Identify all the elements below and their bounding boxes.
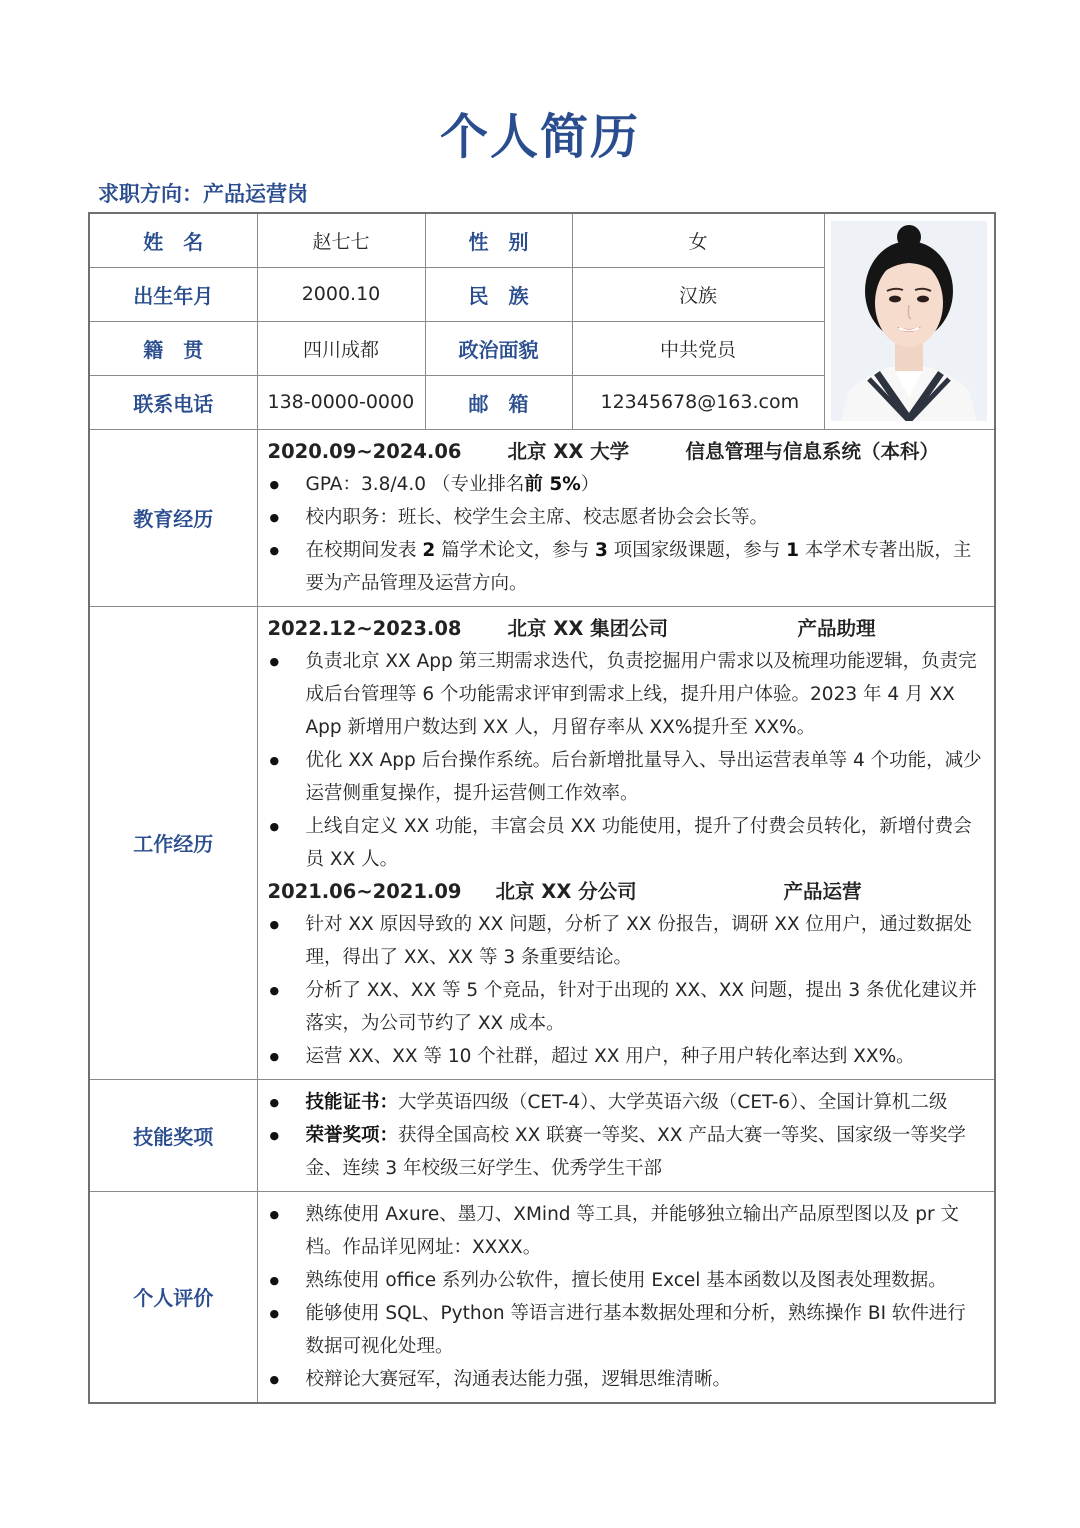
gender-label: 性 别 <box>425 213 572 267</box>
ethnicity-value: 汉族 <box>572 267 824 321</box>
skills-label: 技能奖项 <box>89 1079 257 1191</box>
ethnicity-label: 民 族 <box>425 267 572 321</box>
list-item: ● 校辩论大赛冠军，沟通表达能力强，逻辑思维清晰。 <box>268 1363 985 1396</box>
email-value: 12345678@163.com <box>572 375 824 429</box>
email-label: 邮 箱 <box>425 375 572 429</box>
job1-list <box>268 645 985 876</box>
education-header <box>268 436 985 468</box>
education-date: 2020.09~2024.06 <box>267 439 462 463</box>
list-item: ● 上线自定义 XX 功能，丰富会员 XX 功能使用，提升了付费会员转化，新增付费会员 XX 人。 <box>268 810 985 876</box>
job2-company: 北京 XX 分公司 <box>495 879 637 903</box>
profile-photo <box>831 221 987 421</box>
job2-date: 2021.06~2021.09 <box>267 879 462 903</box>
work-label: 工作经历 <box>89 606 257 1079</box>
education-content <box>257 429 995 606</box>
birth-value: 2000.10 <box>257 267 425 321</box>
education-school: 北京 XX 大学 <box>507 439 630 463</box>
list-item: ● 能够使用 SQL、Python 等语言进行基本数据处理和分析，熟练操作 BI 软件进行数据可视化处理。 <box>268 1297 985 1363</box>
birth-label: 出生年月 <box>89 267 257 321</box>
list-item: ● 运营 XX、XX 等 10 个社群，超过 XX 用户，种子用户转化率达到 XX%。 <box>268 1040 985 1073</box>
politics-label: 政治面貌 <box>425 321 572 375</box>
origin-label: 籍 贯 <box>89 321 257 375</box>
origin-value: 四川成都 <box>257 321 425 375</box>
job-objective: 求职方向：产品运营岗 <box>98 182 308 206</box>
page-title: 个人简历 <box>439 109 640 165</box>
evaluation-row <box>89 1191 995 1403</box>
list-item: ● 校内职务：班长、校学生会主席、校志愿者协会会长等。 <box>268 501 985 534</box>
job1-role: 产品助理 <box>797 616 876 640</box>
resume-table <box>88 212 996 1404</box>
list-item: ● 负责北京 XX App 第三期需求迭代，负责挖掘用户需求以及梳理功能逻辑，负责完成后台管理等 6 个功能需求评审到需求上线，提升用户体验。2023 年 4 月 XX App 新增用户数达到 XX 人，月留存率从 XX%提升至 XX%。 <box>268 645 985 744</box>
job2-list <box>268 908 985 1073</box>
politics-value: 中共党员 <box>572 321 824 375</box>
evaluation-label: 个人评价 <box>89 1191 257 1403</box>
list-item: ● 熟练使用 Axure、墨刀、XMind 等工具，并能够独立输出产品原型图以及 pr 文档。作品详见网址：XXXX。 <box>268 1198 985 1264</box>
job1-date: 2022.12~2023.08 <box>267 616 462 640</box>
list-item: ● 熟练使用 office 系列办公软件，擅长使用 Excel 基本函数以及图表处理数据。 <box>268 1264 985 1297</box>
job1-header <box>268 613 985 645</box>
list-item: ● 荣誉奖项：获得全国高校 XX 联赛一等奖、XX 产品大赛一等奖、国家级一等奖学金、连续 3 年校级三好学生、优秀学生干部 <box>268 1119 985 1185</box>
list-item: ● GPA：3.8/4.0 （专业排名前 5%） <box>268 468 985 501</box>
skills-row <box>89 1079 995 1191</box>
education-row <box>89 429 995 606</box>
gender-value: 女 <box>572 213 824 267</box>
phone-value: 138-0000-0000 <box>257 375 425 429</box>
job1-company: 北京 XX 集团公司 <box>507 616 669 640</box>
skills-content <box>257 1079 995 1191</box>
education-list <box>268 468 985 600</box>
job2-header <box>268 876 985 908</box>
work-content <box>257 606 995 1079</box>
work-row <box>89 606 995 1079</box>
photo-cell <box>824 213 995 429</box>
list-item: ● 分析了 XX、XX 等 5 个竞品，针对于出现的 XX、XX 问题，提出 3 条优化建议并落实，为公司节约了 XX 成本。 <box>268 974 985 1040</box>
list-item: ● 在校期间发表 2 篇学术论文，参与 3 项国家级课题，参与 1 本学术专著出版，主要为产品管理及运营方向。 <box>268 534 985 600</box>
evaluation-list <box>268 1198 985 1396</box>
portrait-image <box>831 221 987 421</box>
education-major: 信息管理与信息系统（本科） <box>685 439 940 463</box>
job2-role: 产品运营 <box>783 879 862 903</box>
profile-row-1 <box>89 213 995 267</box>
list-item: ● 针对 XX 原因导致的 XX 问题，分析了 XX 份报告，调研 XX 位用户，通过数据处理，得出了 XX、XX 等 3 条重要结论。 <box>268 908 985 974</box>
skills-list <box>268 1086 985 1185</box>
evaluation-content <box>257 1191 995 1403</box>
name-label: 姓 名 <box>89 213 257 267</box>
education-label: 教育经历 <box>89 429 257 606</box>
name-value: 赵七七 <box>257 213 425 267</box>
phone-label: 联系电话 <box>89 375 257 429</box>
list-item: ● 技能证书：大学英语四级（CET-4）、大学英语六级（CET-6）、全国计算机二级 <box>268 1086 985 1119</box>
list-item: ● 优化 XX App 后台操作系统。后台新增批量导入、导出运营表单等 4 个功能，减少运营侧重复操作，提升运营侧工作效率。 <box>268 744 985 810</box>
